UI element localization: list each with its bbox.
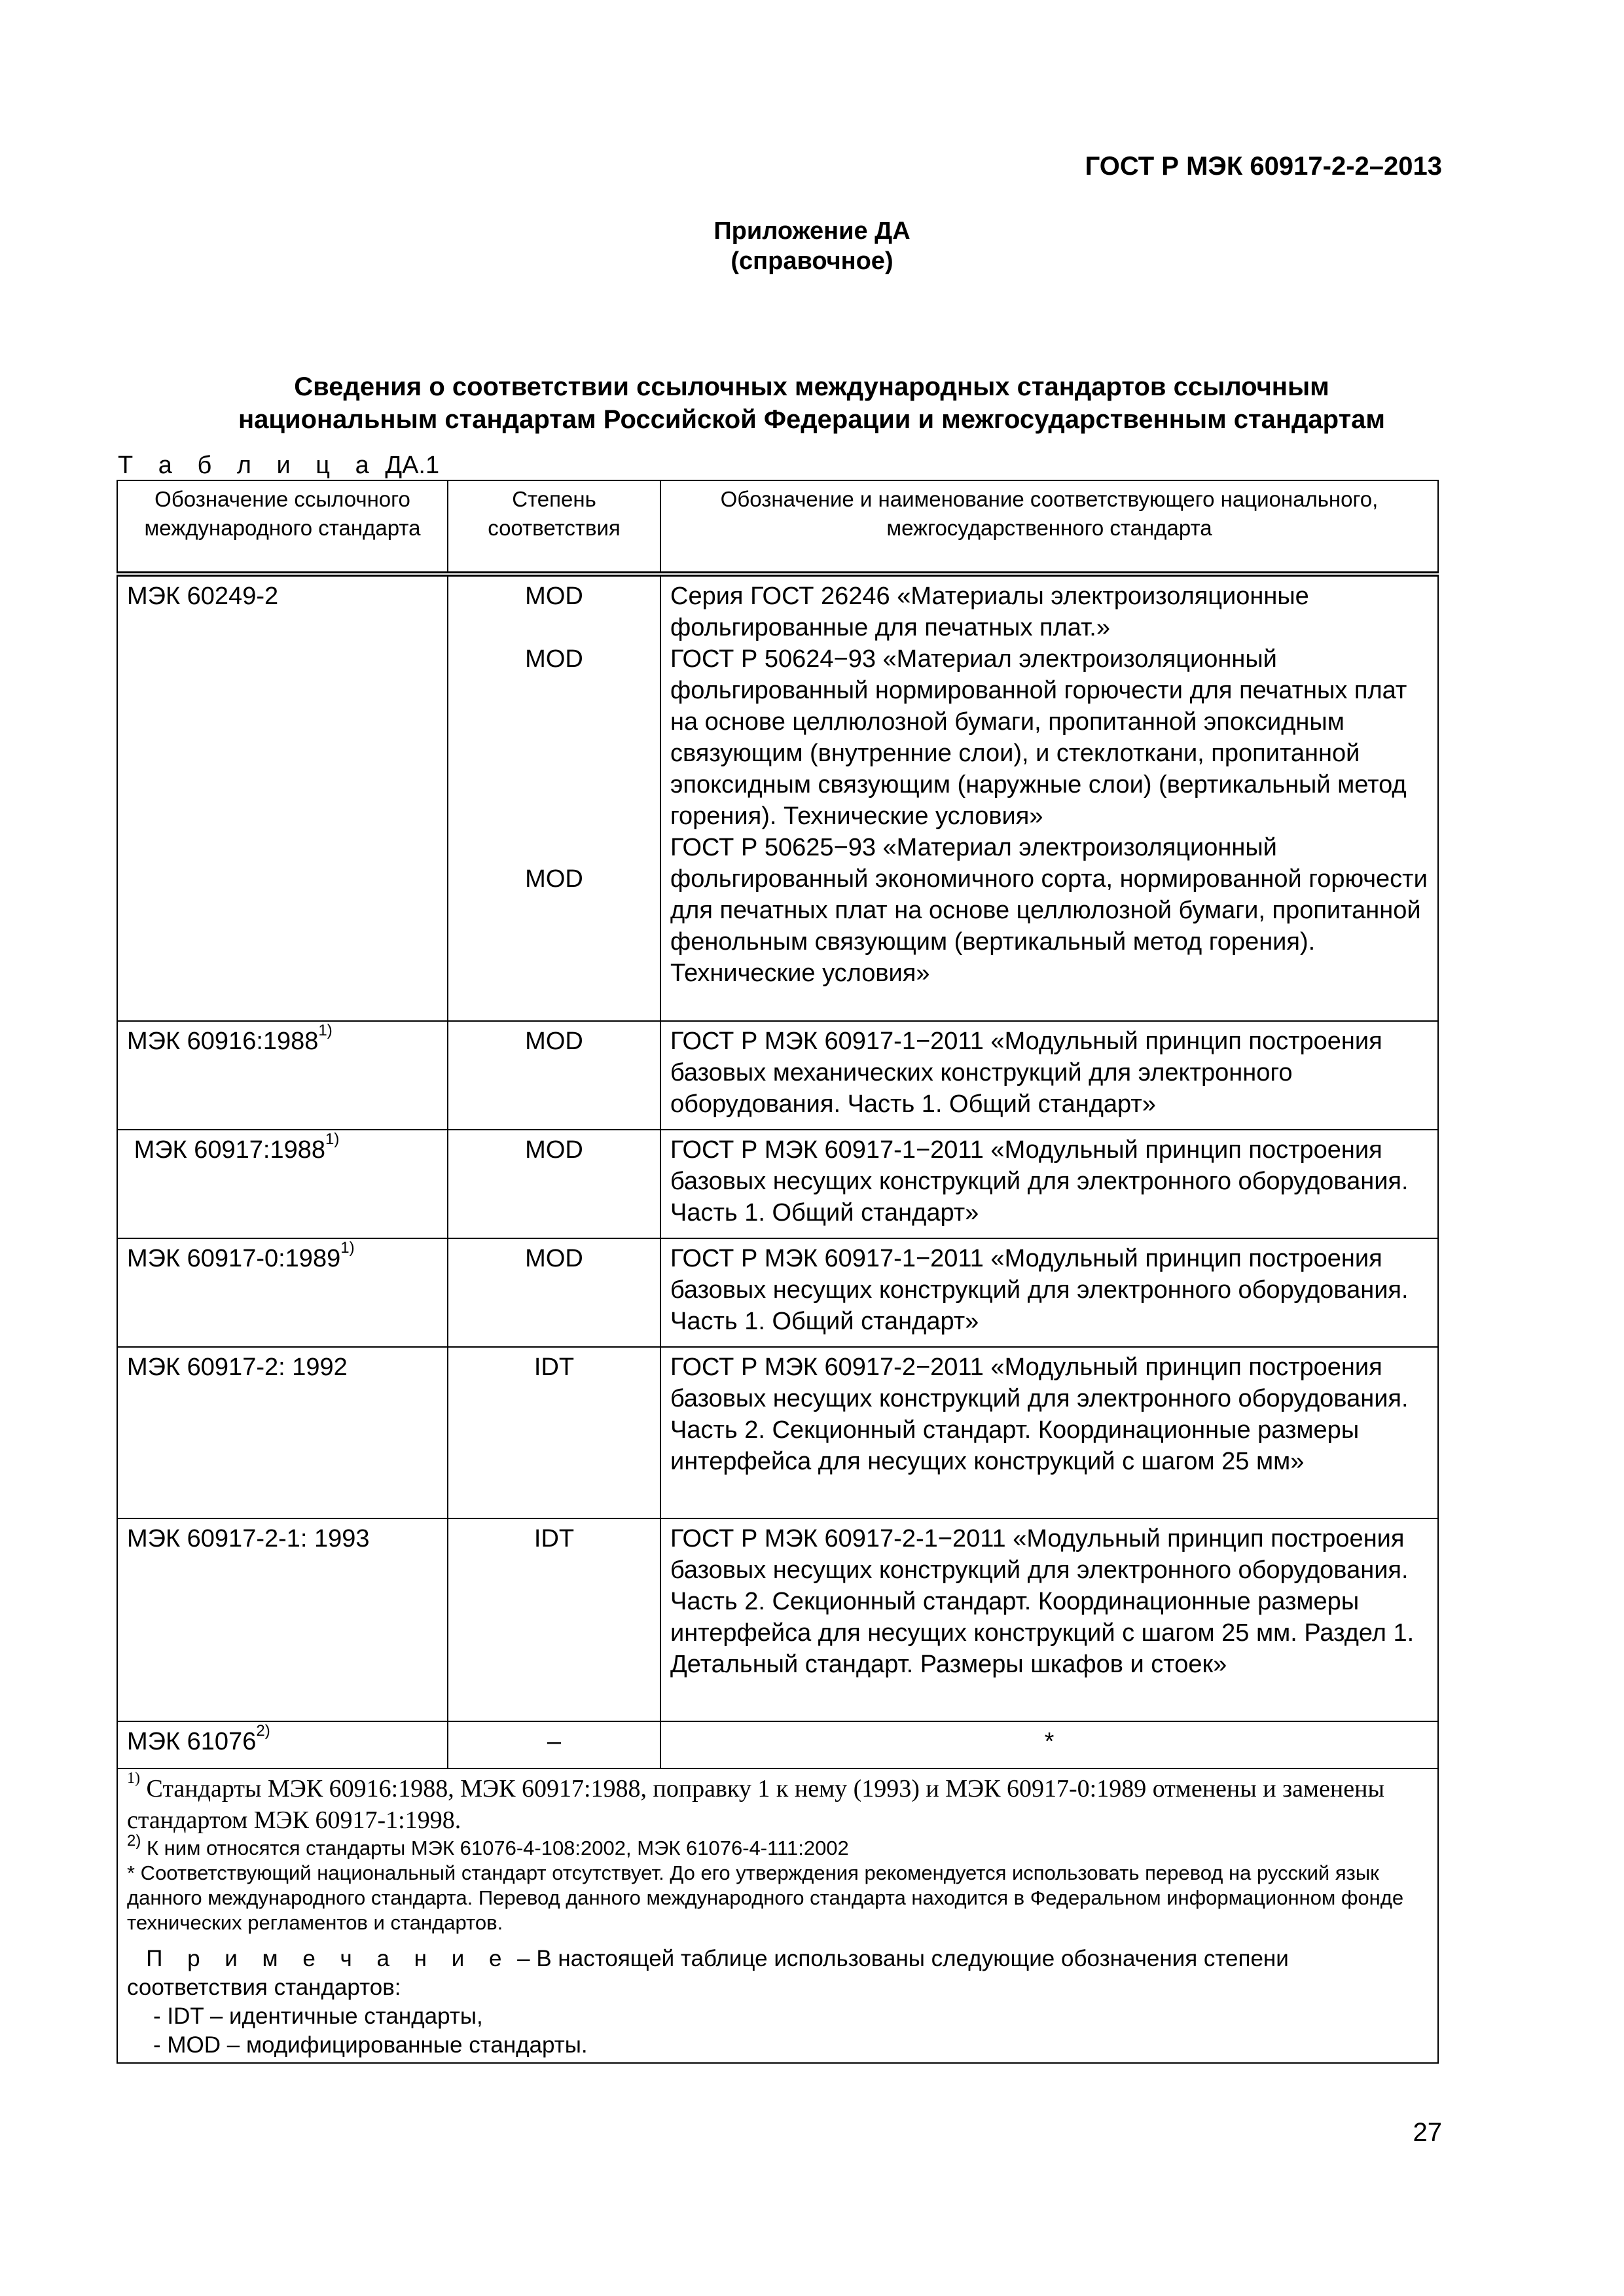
cell-standard: МЭК 60916:1988$^{1)}$ [117, 1021, 448, 1130]
cell-standard: МЭК 60249-2 [117, 574, 448, 1021]
cell-standard: МЭК 60917-0:1989$^{1)}$ [117, 1238, 448, 1347]
cell-degree: MOD MOD MOD [448, 574, 660, 1021]
note-label: П р и м е ч а н и е [146, 1946, 511, 1971]
table-row [117, 1238, 1438, 1347]
table-caption [118, 452, 439, 480]
document-code: ГОСТ Р МЭК 60917-2-2–2013 [1085, 152, 1442, 181]
table-row [117, 574, 1438, 1021]
table-footnotes [117, 1768, 1438, 2063]
cell-national-standard: ГОСТ Р МЭК 60917-1−2011 «Модульный принцип построения базовых несущих конструкций для электронного оборудования. Часть 1. Общий стандарт» [660, 1238, 1438, 1347]
cell-degree: – [448, 1721, 660, 1768]
column-header-standard: Обозначение ссылочного международного стандарта [117, 480, 448, 574]
footnote-star: * Соответствующий национальный стандарт отсутствует. До его утверждения рекомендуется использовать перевод на русский язык данного международного стандарта. Перевод данного международного стандарта находится в Федеральном информационном фонде технических регламентов и стандартов. [127, 1861, 1404, 1934]
section-title-line2: национальным стандартам Российской Федерации и межгосударственным стандартам [238, 405, 1385, 434]
table-row [117, 1721, 1438, 1768]
cell-national-standard: ГОСТ Р МЭК 60917-1−2011 «Модульный принцип построения базовых механических конструкций для электронного оборудования. Часть 1. Общий стандарт» [660, 1021, 1438, 1130]
table-header-row [117, 480, 1438, 574]
cell-degree: MOD [448, 1021, 660, 1130]
table-footnotes-row [117, 1768, 1438, 2063]
cell-national-standard: Серия ГОСТ 26246 «Материалы электроизоляционные фольгированные для печатных плат.» ГОСТ Р 50624−93 «Материал электроизоляционный фольгированный нормированной горючести для печатных плат на основе целлюлозной бумаги, пропитанной эпоксидным связующим (внутренние слои), и стеклоткани, пропитанной эпоксидным связующим (наружные слои) (вертикальный метод горения). Технические условия» ГОСТ Р 50625−93 «Материал электроизоляционный фольгированный экономичного сорта, нормированной горючести для печатных плат на основе целлюлозной бумаги, пропитанной фенольным связующим (вертикальный метод горения). Технические условия» [660, 574, 1438, 1021]
column-header-national-standard: Обозначение и наименование соответствующего национального, межгосударственного стандарта [660, 480, 1438, 574]
table-note: П р и м е ч а н и е – В настоящей таблице использованы следующие обозначения степени соответствия стандартов: [127, 1946, 1289, 2000]
table-caption-label: Т а б л и ц а [118, 452, 378, 479]
table-caption-number: ДА.1 [385, 452, 440, 479]
cell-standard: МЭК 60917-2: 1992 [117, 1347, 448, 1518]
note-item-mod: - MOD – модифицированные стандарты. [153, 2032, 588, 2058]
footnote-ref: 2) [256, 1722, 270, 1740]
appendix-heading [0, 216, 1624, 276]
note-item-idt: - IDT – идентичные стандарты, [153, 2003, 483, 2029]
column-header-degree: Степень соответствия [448, 480, 660, 574]
correspondence-table [117, 480, 1439, 2064]
cell-national-standard: ГОСТ Р МЭК 60917-2−2011 «Модульный принцип построения базовых несущих конструкций для электронного оборудования. Часть 2. Секционный стандарт. Координационные размеры интерфейса для несущих конструкций с шагом 25 мм» [660, 1347, 1438, 1518]
cell-standard: МЭК 60917:1988$^{1)}$ [117, 1130, 448, 1238]
cell-degree: IDT [448, 1518, 660, 1721]
cell-degree: MOD [448, 1130, 660, 1238]
cell-national-standard: ГОСТ Р МЭК 60917-2-1−2011 «Модульный принцип построения базовых несущих конструкций для электронного оборудования. Часть 2. Секционный стандарт. Координационные размеры интерфейса для несущих конструкций с шагом 25 мм. Раздел 1. Детальный стандарт. Размеры шкафов и стоек» [660, 1518, 1438, 1721]
footnote-2: $^{2)}$ К ним относятся стандарты МЭК 61076-4-108:2002, МЭК 61076-4-111:2002 [127, 1832, 849, 1859]
footnote-ref: 1) [318, 1022, 333, 1039]
page-number: 27 [1413, 2118, 1442, 2147]
appendix-title: Приложение ДА [713, 217, 911, 245]
cell-standard: МЭК 61076$^{2)}$ [117, 1721, 448, 1768]
cell-national-standard: ГОСТ Р МЭК 60917-1−2011 «Модульный принцип построения базовых несущих конструкций для электронного оборудования. Часть 1. Общий стандарт» [660, 1130, 1438, 1238]
cell-degree: IDT [448, 1347, 660, 1518]
section-title-line1: Сведения о соответствии ссылочных международных стандартов ссылочным [294, 372, 1329, 401]
footnote-ref: 1) [340, 1239, 355, 1257]
cell-national-standard: * [660, 1721, 1438, 1768]
cell-degree: MOD [448, 1238, 660, 1347]
cell-standard: МЭК 60917-2-1: 1993 [117, 1518, 448, 1721]
footnote-ref: 1) [325, 1130, 340, 1148]
table-row [117, 1347, 1438, 1518]
section-title [118, 370, 1506, 436]
appendix-subtitle: (справочное) [731, 247, 893, 275]
table-row [117, 1518, 1438, 1721]
table-row [117, 1021, 1438, 1130]
table-row [117, 1130, 1438, 1238]
footnote-1: $^{1)}$ Стандарты МЭК 60916:1988, МЭК 60917:1988, поправку 1 к нему (1993) и МЭК 60917-0:1989 отменены и заменены стандартом МЭК 60917-1:1998. [127, 1770, 1384, 1834]
